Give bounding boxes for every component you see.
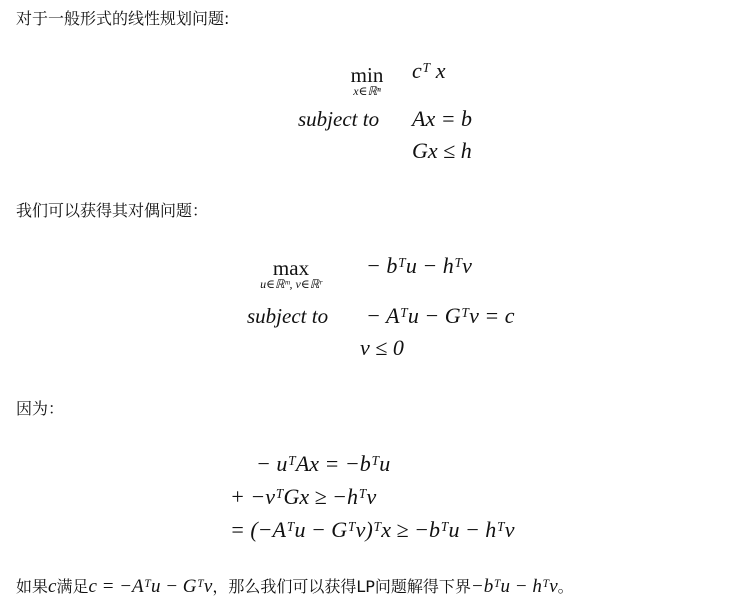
dual-max-operator: max xyxy=(272,256,310,280)
conclusion-math-c: c xyxy=(48,576,57,597)
conclusion-satisfies: 满足 xyxy=(56,577,89,596)
dual-intro-text: 我们可以获得其对偶问题： xyxy=(16,201,209,220)
dual-constraint-equality: − Aᵀu − Gᵀv = c xyxy=(366,303,515,328)
derivation-line-1: − uᵀAx = −bᵀu xyxy=(256,451,391,476)
dual-constraint-inequality: v ≤ 0 xyxy=(360,335,404,360)
dual-objective: − bᵀu − hᵀv xyxy=(366,253,472,278)
primal-min-operator: min xyxy=(350,63,384,87)
conclusion-then: ，那么我们可以获得LP问题解得下界 xyxy=(212,577,471,596)
conclusion-text xyxy=(16,576,574,598)
primal-min-subscript: x∈ℝⁿ xyxy=(353,84,381,98)
intro-text: 对于一般形式的线性规划问题: xyxy=(16,9,230,28)
primal-subject-to: subject to xyxy=(298,107,380,131)
because-text: 因为： xyxy=(16,399,65,418)
dual-subject-to: subject to xyxy=(247,304,329,328)
conclusion-period: 。 xyxy=(557,577,574,596)
primal-constraint-inequality: Gx ≤ h xyxy=(412,138,472,163)
conclusion-if: 如果 xyxy=(16,577,49,596)
conclusion-math-condition: c = −Aᵀu − Gᵀv xyxy=(88,576,213,597)
derivation-line-3: = (−Aᵀu − Gᵀv)ᵀx ≥ −bᵀu − hᵀv xyxy=(230,517,515,542)
conclusion-math-bound: −bᵀu − hᵀv xyxy=(470,576,558,597)
derivation-line-2: + −vᵀGx ≥ −hᵀv xyxy=(230,484,377,509)
dual-max-subscript: u∈ℝᵐ, v∈ℝʳ xyxy=(260,277,322,291)
primal-constraint-equality: Ax = b xyxy=(412,106,473,131)
primal-objective: cᵀ x xyxy=(412,58,446,83)
